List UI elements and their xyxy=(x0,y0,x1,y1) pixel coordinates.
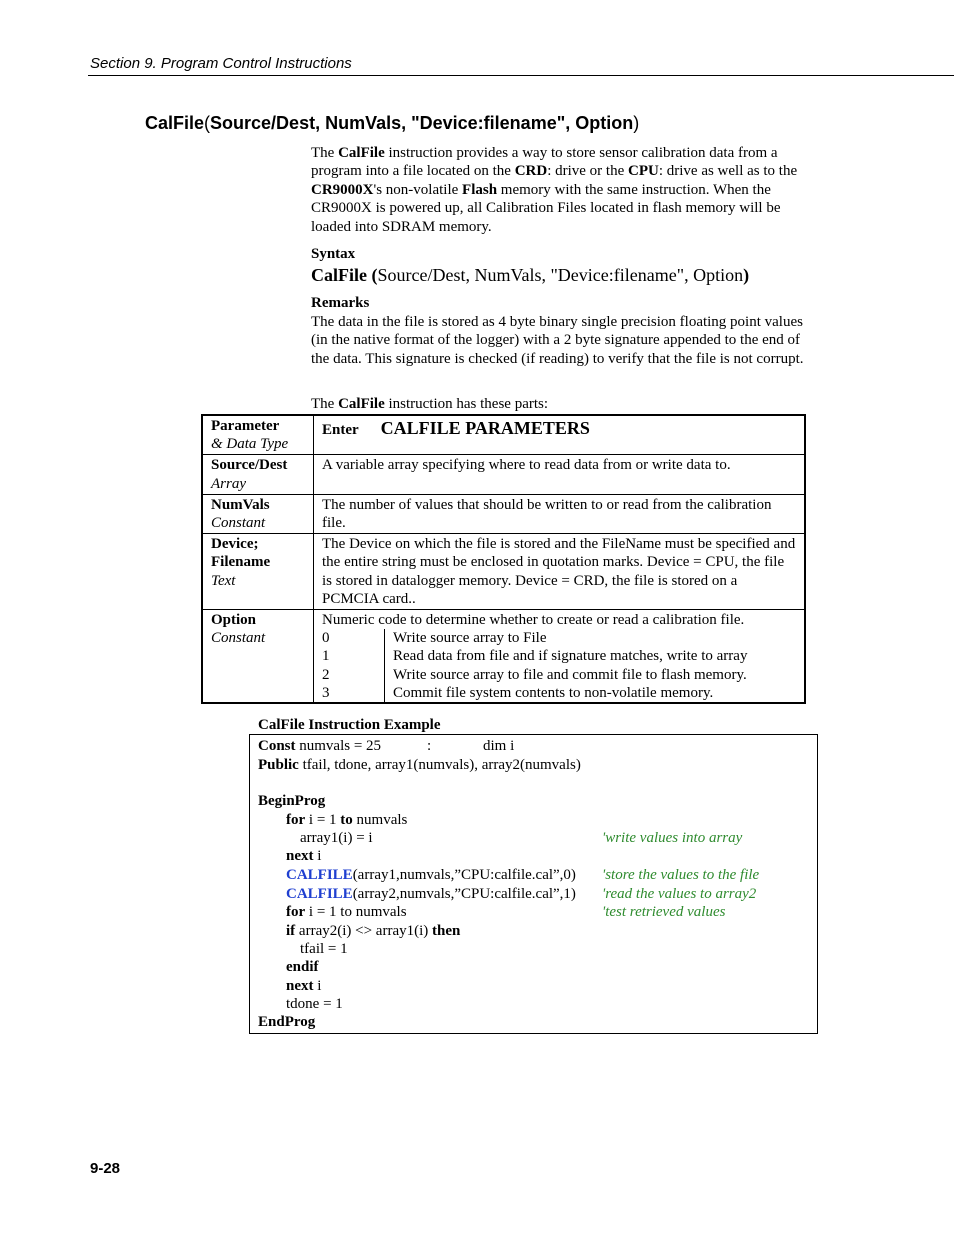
header-enter-label: Enter xyxy=(322,422,359,438)
page-number: 9-28 xyxy=(90,1160,121,1177)
intro-text: : drive or the xyxy=(547,163,628,180)
code-comment: 'write values into array xyxy=(602,830,743,846)
title-close-paren: ) xyxy=(633,113,640,133)
code-text: tfail, tdone, array1(numvals), array2(numvals) xyxy=(298,757,581,773)
code-example-box xyxy=(249,734,818,1034)
code-function: CALFILE xyxy=(286,886,353,902)
code-text: dim i xyxy=(483,738,515,754)
intro-text: : drive as well as to the xyxy=(658,163,798,180)
code-comment: 'test retrieved values xyxy=(602,904,726,920)
code-line xyxy=(286,903,407,921)
table-title: CALFILE PARAMETERS xyxy=(380,418,590,438)
intro-text: memory with the same instruction. When the CR9000X is powered up, all Calibration Files located in flash memory will be loaded into SDRAM memory. xyxy=(311,181,781,235)
code-line xyxy=(286,977,321,995)
code-line xyxy=(286,922,460,940)
header-rule xyxy=(88,75,954,76)
option-code: 1 xyxy=(322,647,385,665)
parts-intro-text: instruction has these parts: xyxy=(384,396,549,412)
option-code: 2 xyxy=(322,666,385,684)
code-text: tfail = 1 xyxy=(300,941,348,957)
remarks-heading: Remarks xyxy=(311,295,370,311)
code-keyword: for xyxy=(286,812,306,828)
title-name: CalFile xyxy=(145,113,205,133)
title-open-paren: ( xyxy=(204,113,211,133)
remarks-paragraph: The data in the file is stored as 4 byte binary single precision floating point values (in the native format of the logger) with a 2 byte signature appended to the end of the data. This signature is checked (if reading) to verify that the file is not corrupt. xyxy=(311,314,804,367)
code-function: CALFILE xyxy=(286,867,353,883)
table-row xyxy=(202,455,805,494)
running-header: Section 9. Program Control Instructions xyxy=(90,55,352,72)
syntax-line xyxy=(311,265,749,286)
intro-text: The xyxy=(311,145,339,161)
code-keyword: EndProg xyxy=(258,1014,316,1030)
header-param-label: Parameter xyxy=(211,418,280,434)
code-comment: 'store the values to the file xyxy=(602,867,760,883)
code-text: i xyxy=(313,978,322,994)
param-cell xyxy=(202,610,314,704)
code-text: array1(i) = i xyxy=(300,830,373,846)
option-code-row xyxy=(322,647,796,665)
option-codes-table xyxy=(322,629,796,702)
intro-bold: CPU xyxy=(628,163,659,180)
title-args: Source/Dest, NumVals, "Device:filename", Option xyxy=(210,113,634,133)
option-code-row xyxy=(322,684,796,702)
code-keyword: Const xyxy=(258,738,296,754)
syntax-name: CalFile ( xyxy=(311,265,378,285)
option-description-cell xyxy=(314,610,806,704)
syntax-close: ) xyxy=(743,265,750,285)
code-keyword: for xyxy=(286,904,306,920)
table-row xyxy=(202,610,805,704)
code-keyword: Public xyxy=(258,757,299,773)
option-code: 3 xyxy=(322,684,385,702)
param-cell xyxy=(202,494,314,533)
intro-text: 's non-volatile xyxy=(373,181,463,198)
intro-text: instruction provides a way to store sensor calibration data from a program into a file located on the xyxy=(311,145,778,180)
code-keyword: endif xyxy=(286,959,319,975)
header-type-label: & Data Type xyxy=(211,436,289,453)
syntax-args: Source/Dest, NumVals, "Device:filename", Option xyxy=(377,265,744,285)
param-type: Constant xyxy=(211,630,266,647)
code-text: numvals xyxy=(352,812,408,828)
param-name: Device; Filename xyxy=(211,536,271,571)
table-header-row xyxy=(202,415,805,455)
intro-bold: CR9000X xyxy=(311,181,374,198)
intro-bold: CRD xyxy=(514,163,548,180)
code-comment: 'read the values to array2 xyxy=(602,886,757,902)
code-keyword: next xyxy=(286,848,314,864)
code-keyword: if xyxy=(286,923,296,939)
parameters-table xyxy=(201,414,806,704)
code-colon: : xyxy=(427,738,432,754)
code-text: (array1,numvals,”CPU:calfile.cal”,0) xyxy=(352,867,576,883)
intro-bold: Flash xyxy=(462,181,498,198)
option-code-row xyxy=(322,629,796,647)
code-line xyxy=(258,756,581,774)
param-description: A variable array specifying where to read data from or write data to. xyxy=(314,455,806,494)
parts-intro-text: The xyxy=(311,396,339,412)
intro-bold: CalFile xyxy=(338,145,385,161)
param-description: The number of values that should be written to or read from the calibration file. xyxy=(314,494,806,533)
header-param-cell xyxy=(202,415,314,455)
option-code-description: Write source array to file and commit file to flash memory. xyxy=(393,666,747,683)
code-text: tdone = 1 xyxy=(286,996,343,1012)
code-text: i xyxy=(313,848,322,864)
param-description: Numeric code to determine whether to create or read a calibration file. xyxy=(322,612,745,629)
intro-paragraph xyxy=(311,144,811,236)
param-name: Source/Dest xyxy=(211,457,288,474)
table-row xyxy=(202,494,805,533)
parts-intro-bold: CalFile xyxy=(338,396,385,412)
param-cell xyxy=(202,455,314,494)
param-cell xyxy=(202,534,314,610)
option-code-description: Write source array to File xyxy=(393,630,547,647)
code-line xyxy=(286,847,321,865)
code-line xyxy=(286,866,576,884)
syntax-heading: Syntax xyxy=(311,246,356,262)
parts-intro xyxy=(311,396,548,413)
param-name: Option xyxy=(211,612,257,629)
code-text: (array2,numvals,”CPU:calfile.cal”,1) xyxy=(352,886,576,902)
table-row xyxy=(202,534,805,610)
param-description: The Device on which the file is stored and the FileName must be specified and the entire string must be enclosed in quotation marks. Device = CPU, the file is stored in datalogger memory. Device = CRD, the file is stored on a PCMCIA card.. xyxy=(314,534,806,610)
code-keyword: to xyxy=(340,812,353,828)
code-keyword: next xyxy=(286,978,314,994)
param-type: Constant xyxy=(211,515,266,532)
instruction-title xyxy=(145,113,639,134)
header-enter-cell xyxy=(314,415,806,455)
code-text: numvals = 25 xyxy=(295,738,382,754)
option-code-row xyxy=(322,666,796,684)
code-text: i = 1 to numvals xyxy=(305,904,407,920)
code-line xyxy=(286,811,407,829)
code-keyword: then xyxy=(432,923,461,939)
code-line xyxy=(286,885,576,903)
option-code-description: Commit file system contents to non-volatile memory. xyxy=(393,684,714,701)
option-code-description: Read data from file and if signature matches, write to array xyxy=(393,648,748,665)
param-type: Array xyxy=(211,475,246,492)
example-heading: CalFile Instruction Example xyxy=(258,717,441,733)
code-line xyxy=(258,737,381,755)
code-text: array2(i) <> array1(i) xyxy=(295,923,433,939)
param-type: Text xyxy=(211,572,236,589)
param-name: NumVals xyxy=(211,496,270,513)
option-code: 0 xyxy=(322,629,385,647)
code-keyword: BeginProg xyxy=(258,793,326,809)
code-text: i = 1 xyxy=(305,812,341,828)
